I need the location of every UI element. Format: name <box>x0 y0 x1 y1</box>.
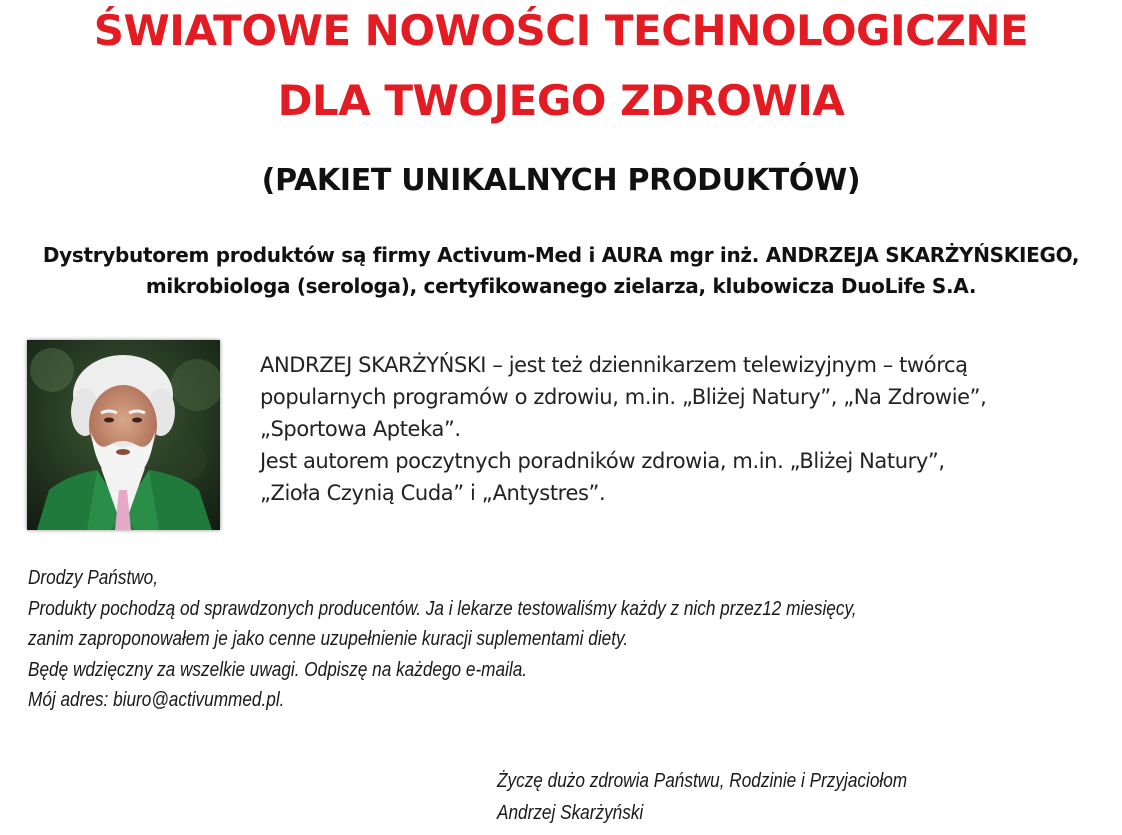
subtitle: (PAKIET UNIKALNYCH PRODUKTÓW) <box>261 163 861 198</box>
signoff-name: Andrzej Skarżyński <box>497 802 644 824</box>
signoff <box>497 765 1030 829</box>
letter-contact-line: Mój adres: biuro@activummed.pl. <box>28 689 285 711</box>
bio-line: „Zioła Czynią Cuda” i „Antystres”. <box>260 481 606 505</box>
signoff-greeting: Życzę dużo zdrowia Państwu, Rodzinie i Przyjaciołom <box>497 770 908 792</box>
bio-line: ANDRZEJ SKARŻYŃSKI – jest też dziennikarzem telewizyjnym – twórcą <box>260 353 968 377</box>
letter-line: Produkty pochodzą od sprawdzonych producentów. Ja i lekarze testowaliśmy każdy z nich przez12 miesięcy, <box>28 597 857 620</box>
bio-line: popularnych programów o zdrowiu, m.in. „Bliżej Natury”, „Na Zdrowie”, <box>260 385 987 409</box>
headline-line-1: ŚWIATOWE NOWOŚCI TECHNOLOGICZNE <box>93 6 1029 55</box>
distributor-line-1: Dystrybutorem produktów są firmy Activum-Med i AURA mgr inż. ANDRZEJA SKARŻYŃSKIEGO, <box>42 243 1080 267</box>
letter-body <box>28 563 940 716</box>
headline-line-2: DLA TWOJEGO ZDROWIA <box>277 76 845 125</box>
letter-line: zanim zaproponowałem je jako cenne uzupełnienie kuracji suplementami diety. <box>28 628 629 650</box>
distributor-line-2: mikrobiologa (serologa), certyfikowanego zielarza, klubowicza DuoLife S.A. <box>145 274 977 298</box>
letter-salutation: Drodzy Państwo, <box>28 567 159 589</box>
bio-line: Jest autorem poczytnych poradników zdrowia, m.in. „Bliżej Natury”, <box>260 449 945 473</box>
letter-line: Będę wdzięczny za wszelkie uwagi. Odpiszę na każdego e-maila. <box>28 658 528 681</box>
author-bio <box>260 349 1100 509</box>
author-photo <box>27 340 220 530</box>
bio-line: „Sportowa Apteka”. <box>260 417 461 441</box>
distributor-info <box>0 240 1122 302</box>
